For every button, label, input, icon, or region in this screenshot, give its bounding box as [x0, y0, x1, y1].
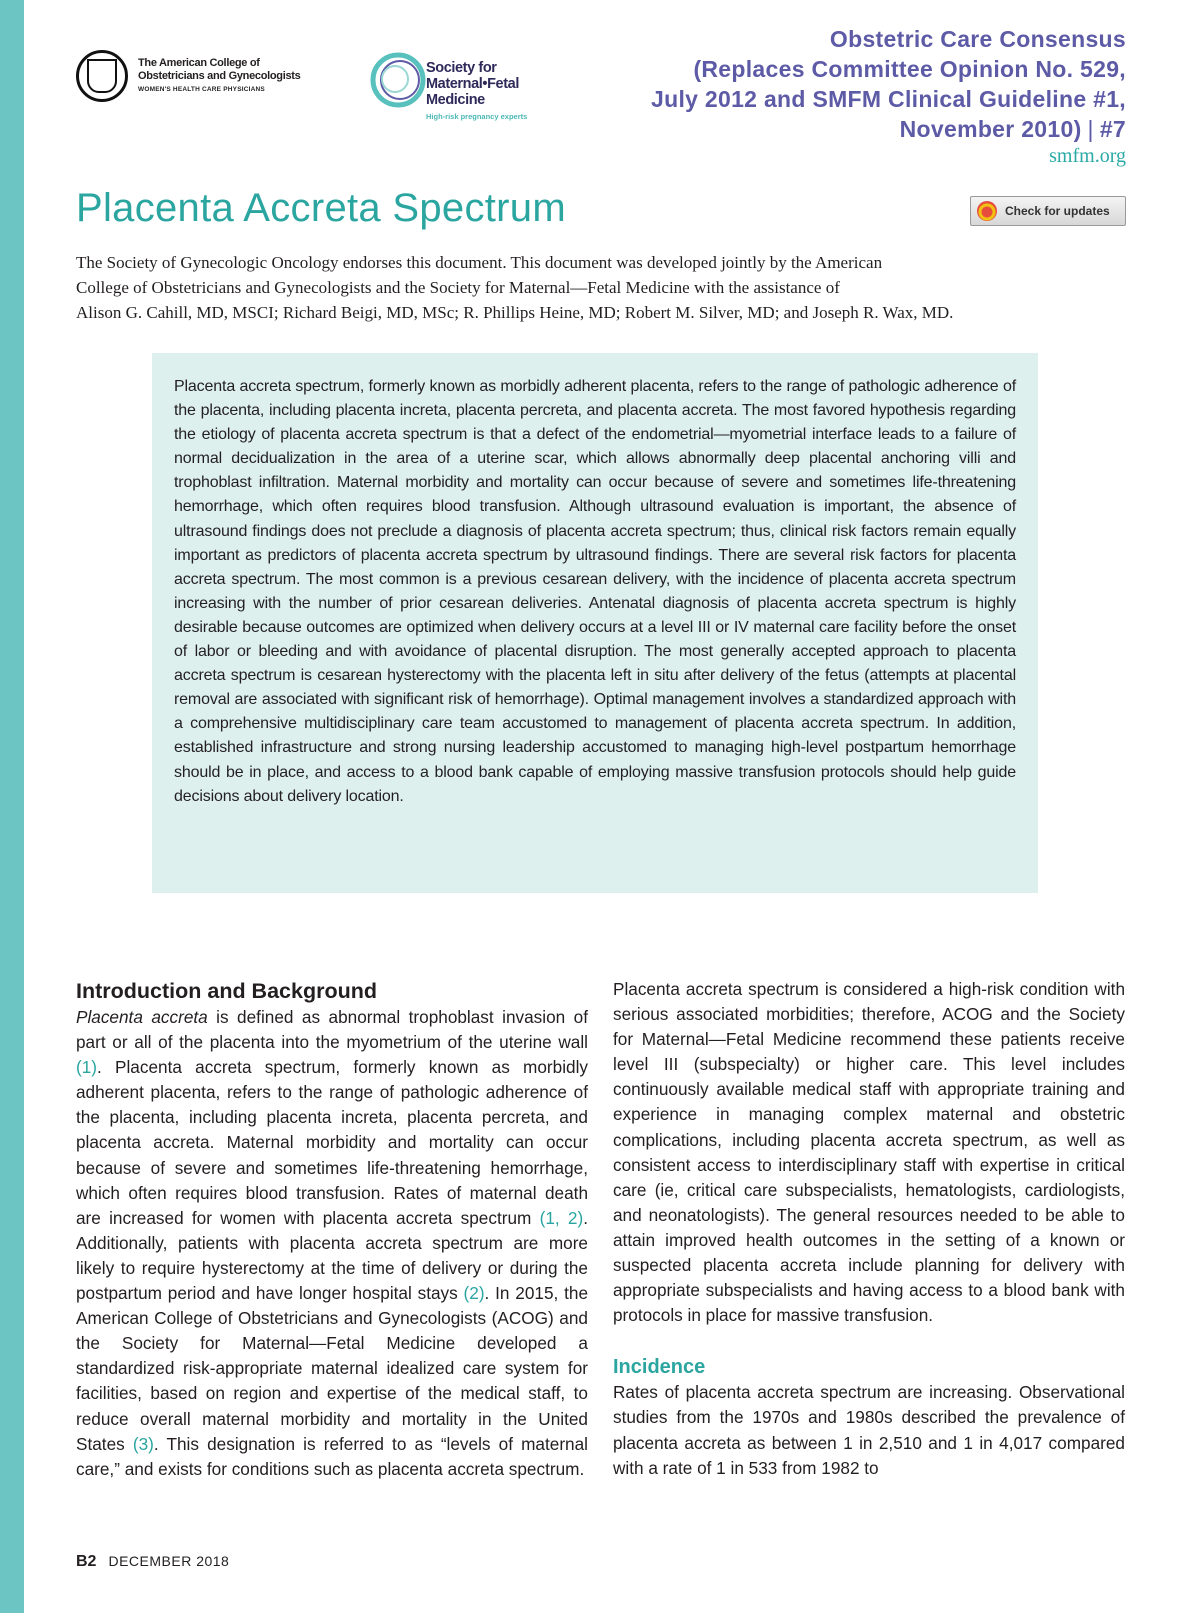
page-title: Placenta Accreta Spectrum	[76, 186, 566, 230]
smfm-logo	[368, 48, 568, 124]
abstract-text: Placenta accreta spectrum, formerly known as morbidly adherent placenta, refers to the range of pathologic adherence of the placenta, including placenta increta, placenta percreta, and placenta accreta. The most favored hypothesis regarding the etiology of placenta accreta spectrum is that a defect of the endometrial—myometrial interface leads to a failure of normal decidualization in the area of a uterine scar, which allows abnormally deep placental anchoring villi and trophoblast infiltration. Maternal morbidity and mortality can occur because of severe and sometimes life-threatening hemorrhage, which often requires blood transfusion. Although ultrasound evaluation is important, the absence of ultrasound findings does not preclude a diagnosis of placenta accreta spectrum; thus, clinical risk factors remain equally important as predictors of placenta accreta spectrum by ultrasound findings. There are several risk factors for placenta accreta spectrum. The most common is a previous cesarean delivery, with the incidence of placenta accreta spectrum increasing with the number of prior cesarean deliveries. Antenatal diagnosis of placenta accreta spectrum is highly desirable because outcomes are optimized when delivery occurs at a level III or IV maternal care facility before the onset of labor or bleeding and with avoidance of placental disruption. The most generally accepted approach to placenta accreta spectrum is cesarean hysterectomy with the placenta left in situ after delivery of the fetus (attempts at placental removal are associated with significant risk of hemorrhage). Optimal management involves a standardized approach with a comprehensive multidisciplinary care team accustomed to management of placenta accreta spectrum. In addition, established infrastructure and strong nursing leadership accustomed to managing high-level postpartum hemorrhage should be in place, and access to a blood bank capable of employing massive transfusion protocols should help guide decisions about delivery location.	[174, 378, 1016, 805]
reference-link[interactable]: (2)	[463, 1283, 485, 1304]
issue-date: DECEMBER 2018	[108, 1553, 230, 1569]
acog-logo	[76, 48, 326, 104]
side-color-stripe	[0, 0, 24, 1613]
reference-link[interactable]: (1)	[76, 1057, 98, 1078]
reference-link[interactable]: (1, 2)	[539, 1207, 584, 1228]
page-footer	[76, 1553, 229, 1571]
section-heading-incidence: Incidence	[613, 1356, 706, 1379]
divider: |	[1087, 116, 1094, 142]
section-heading-introduction: Introduction and Background	[76, 979, 377, 1003]
acog-name: The American College of Obstetricians and Gynecologists WOMEN'S HEALTH CARE PHYSICIANS	[138, 56, 301, 93]
page-number: B2	[76, 1553, 97, 1570]
intro-paragraph: Placenta accreta is defined as abnormal trophoblast invasion of part or all of the placenta into the myometrium of the uterine wall (1). Placenta accreta spectrum, formerly known as morbidly adherent placenta, refers to the range of pathologic adherence of the placenta, including placenta increta, placenta percreta, and placenta accreta. Maternal morbidity and mortality can occur because of severe and sometimes life-threatening hemorrhage, which often requires blood transfusion. Rates of maternal death are increased for women with placenta accreta spectrum (1, 2). Additionally, patients with placenta accreta spectrum are more likely to require hysterectomy at the time of delivery or during the postpartum period and have longer hospital stays (2). In 2015, the American College of Obstetricians and Gynecologists (ACOG) and the Society for Maternal—Fetal Medicine developed a standardized risk-appropriate maternal idealized care system for facilities, based on region and expertise of the medical staff, to reduce overall maternal morbidity and mortality in the United States (3). This designation is referred to as “levels of maternal care,” and exists for conditions such as placenta accreta spectrum.	[76, 1007, 588, 1479]
right-column	[613, 977, 1125, 1481]
smfm-tagline: High-risk pregnancy experts	[426, 112, 528, 121]
consensus-number: #7	[1099, 116, 1126, 142]
crossmark-icon	[977, 201, 997, 221]
document-series: Obstetric Care Consensus (Replaces Committee Opinion No. 529, July 2012 and SMFM Clinical Guideline #1, November 2010) | #7	[651, 26, 1126, 142]
reference-link[interactable]: (3)	[132, 1433, 154, 1454]
left-column	[76, 977, 588, 1482]
acog-seal-icon	[76, 50, 128, 102]
smfm-ring-icon	[368, 50, 428, 110]
abstract-box	[152, 353, 1038, 893]
website-link[interactable]: smfm.org	[1049, 145, 1126, 167]
endorsement-statement: The Society of Gynecologic Oncology endorses this document. This document was developed jointly by the American College of Obstetricians and Gynecologists and the Society for Maternal—Fetal Medicine with the assistance of Alison G. Cahill, MD, MSCI; Richard Beigi, MD, MSc; R. Phillips Heine, MD; Robert M. Silver, MD; and Joseph R. Wax, MD.	[76, 253, 954, 322]
incidence-paragraph: Rates of placenta accreta spectrum are increasing. Observational studies from the 1970s and 1980s described the prevalence of placenta accreta as between 1 in 2,510 and 1 in 4,017 compared with a rate of 1 in 533 from 1982 to	[613, 1382, 1125, 1478]
intro-paragraph-continued: Placenta accreta spectrum is considered a high-risk condition with serious associated morbidities; therefore, ACOG and the Society for Maternal—Fetal Medicine recommend these patients receive level III (subspecialty) or higher care. This level includes continuously available medical staff with appropriate training and experience in managing complex maternal and obstetric complications, including placenta accreta spectrum, as well as consistent access to interdisciplinary staff with expertise in critical care (ie, critical care subspecialists, hematologists, cardiologists, and neonatologists). The general resources needed to be able to attain improved health outcomes in the setting of a known or suspected placenta accreta include planning for delivery with appropriate subspecialists and having access to a blood bank with protocols in place for massive transfusion.	[613, 979, 1125, 1326]
check-for-updates-button[interactable]: Check for updates	[970, 196, 1126, 226]
smfm-name: Society for Maternal•Fetal Medicine	[426, 60, 519, 108]
